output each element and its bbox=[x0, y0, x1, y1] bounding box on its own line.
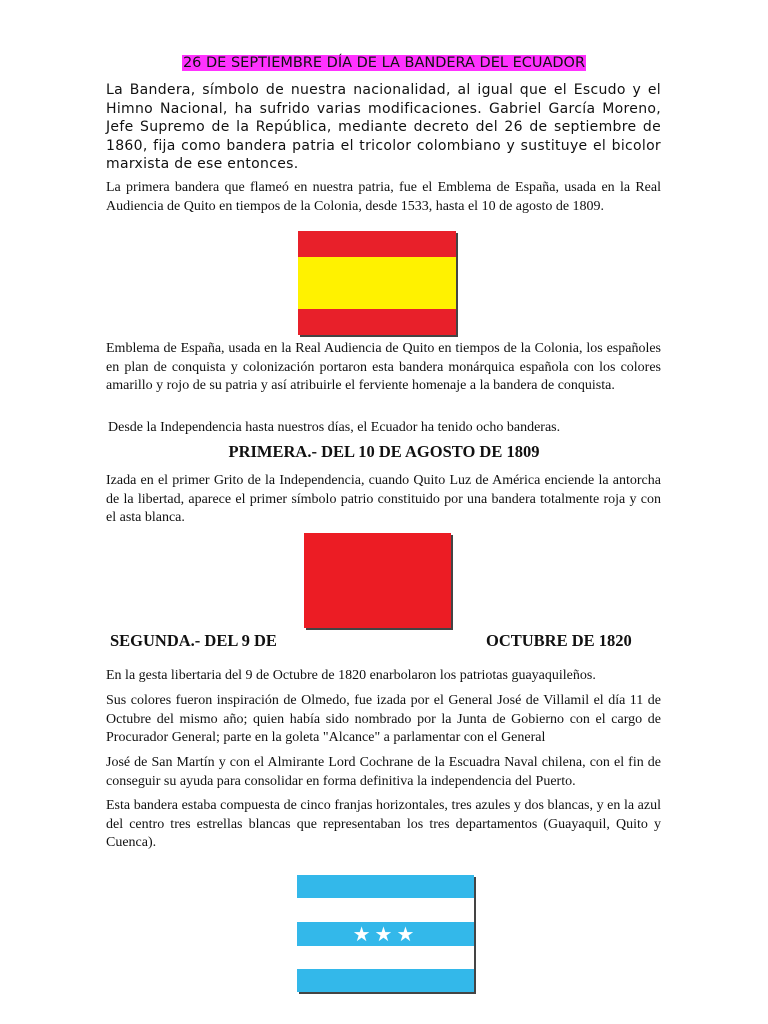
colors-paragraph: Sus colores fueron inspiración de Olmedo, fue izada por el General José de Villamil el día 11 de Octubre del mismo año; quien había sido nombrado por la Junta de Gobierno con el cargo de Procurador General; parte en la goleta "Alcance" a parlamentar con el General bbox=[106, 693, 661, 745]
heading-segunda-right: OCTUBRE DE 1820 bbox=[486, 631, 632, 650]
stripes-paragraph: Esta bandera estaba compuesta de cinco franjas horizontales, tres azules y dos blancas, y en la azul del centro tres estrellas blancas que representaban los tres departamentos (Guayaquil, Quito y Cuenca). bbox=[106, 798, 661, 850]
spain-flag-yellow bbox=[298, 257, 456, 309]
flag-stripe-blue-stars bbox=[297, 922, 474, 946]
spain-flag-red-top bbox=[298, 231, 456, 257]
gesta-paragraph: En la gesta libertaria del 9 de Octubre de 1820 enarbolaron los patriotas guayaquileños. bbox=[106, 668, 596, 683]
spain-flag-red-bottom bbox=[298, 309, 456, 335]
emblem-paragraph: Emblema de España, usada en la Real Audiencia de Quito en tiempos de la Colonia, los españoles en plan de conquista y colonización portaron esta bandera monárquica española con los colores amarillo y rojo de su patria y así atribuirle el ferviente homenaje a la bandera de conquista. bbox=[106, 341, 661, 393]
document-title: 26 DE SEPTIEMBRE DÍA DE LA BANDERA DEL ECUADOR bbox=[182, 55, 586, 71]
red-flag-image bbox=[304, 533, 451, 628]
spain-flag-image bbox=[298, 231, 456, 335]
first-flag-paragraph: La primera bandera que flameó en nuestra patria, fue el Emblema de España, usada en la Real Audiencia de Quito en tiempos de la Colonia, desde 1533, hasta el 10 de agosto de 1809. bbox=[106, 180, 661, 214]
primera-paragraph: Izada en el primer Grito de la Independencia, cuando Quito Luz de América enciende la antorcha de la libertad, aparece el primer símbolo patrio constituido por una bandera totalmente roja y con el asta blanca. bbox=[106, 473, 661, 525]
flag-stripe-blue bbox=[297, 969, 474, 992]
flag-stripe-white bbox=[297, 946, 474, 969]
heading-segunda-left: SEGUNDA.- DEL 9 DE bbox=[110, 631, 277, 650]
guayaquil-flag-image bbox=[297, 875, 474, 992]
eight-flags-paragraph: Desde la Independencia hasta nuestros días, el Ecuador ha tenido ocho banderas. bbox=[108, 420, 561, 435]
star-icons: ★★★ bbox=[352, 921, 419, 946]
flag-stripe-white bbox=[297, 898, 474, 921]
intro-paragraph: La Bandera, símbolo de nuestra nacionalidad, al igual que el Escudo y el Himno Nacional, ha sufrido varias modificaciones. Gabriel García Moreno, Jefe Supremo de la República, mediante decreto del 26 de septiembre de 1860, fija como bandera patria el tricolor colombiano y sustituye el bicolor marxista de ese entonces. bbox=[106, 82, 661, 172]
heading-primera: PRIMERA.- DEL 10 DE AGOSTO DE 1809 bbox=[228, 442, 540, 461]
flag-stripe-blue bbox=[297, 875, 474, 898]
san-martin-paragraph: José de San Martín y con el Almirante Lord Cochrane de la Escuadra Naval chilena, con el fin de conseguir su ayuda para consolidar en forma definitiva la independencia del Puerto. bbox=[106, 755, 661, 789]
